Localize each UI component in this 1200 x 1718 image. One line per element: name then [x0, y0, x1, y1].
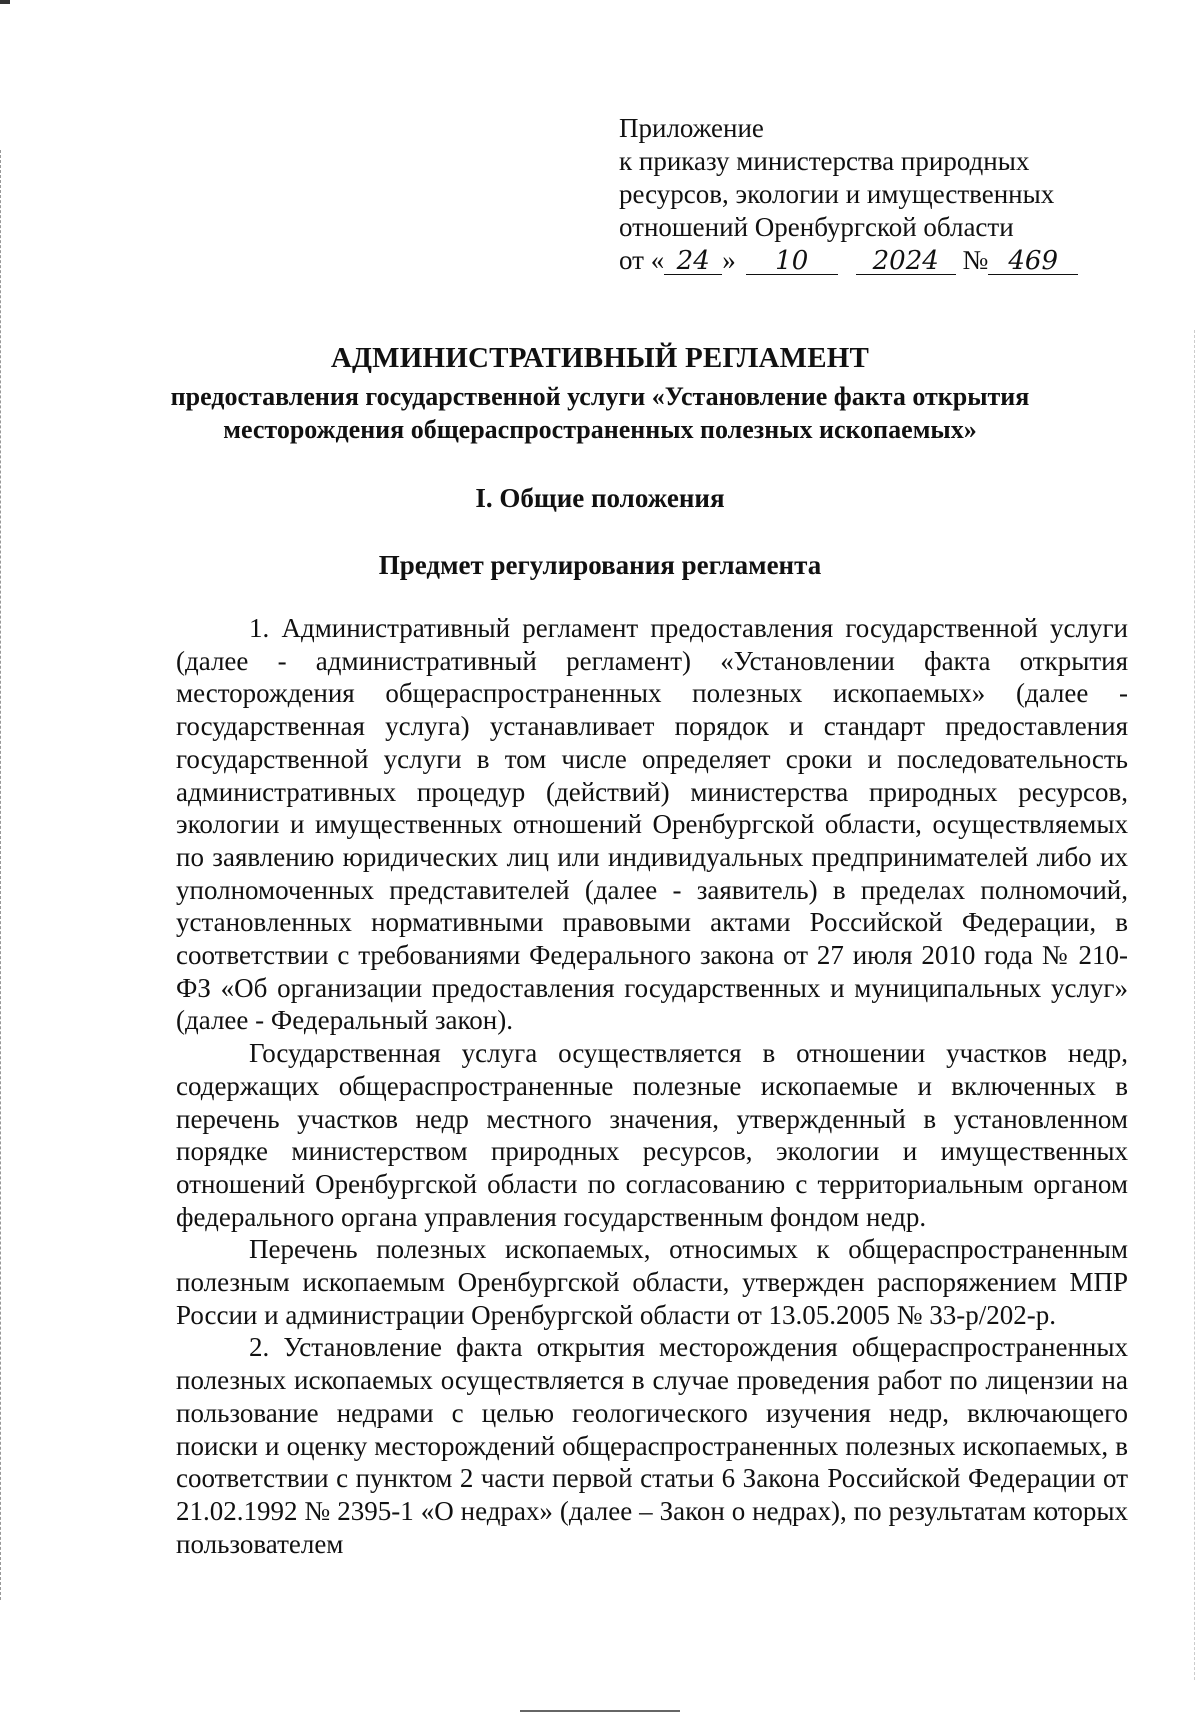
- scan-artifact-bottom: [520, 1710, 680, 1712]
- date-prefix: от «: [619, 245, 665, 275]
- number-label: №: [962, 245, 989, 275]
- paragraph-1: 1. Административный регламент предоставления государственной услуги (далее - административный регламент) «Установлении факта открытия месторождения общераспространенных полезных ископаемых» (далее - государственная услуга) устанавливает порядок и стандарт предоставления государственной услуги в том числе определяет сроки и последовательность административных процедур (действий) министерства природных ресурсов, экологии и имущественных отношений Оренбургской области, осуществляемых по заявлению юридических лиц или индивидуальных предпринимателей либо их уполномоченных представителей (далее - заявитель) в пределах полномочий, установленных нормативными правовыми актами Российской Федерации, в соответствии с требованиями Федерального закона от 27 июля 2010 года № 210-ФЗ «Об организации предоставления государственных и муниципальных услуг» (далее - Федеральный закон).: [176, 613, 1128, 1036]
- date-month-field: [746, 244, 838, 275]
- appendix-line-1: Приложение: [619, 113, 764, 143]
- document-subtitle: [0, 380, 1200, 446]
- body-text: [176, 612, 1128, 1560]
- scan-artifact-top: [0, 0, 10, 4]
- date-year-field: [856, 244, 956, 275]
- scan-edge-right: [1194, 330, 1196, 1680]
- order-number: 469: [1008, 246, 1059, 276]
- appendix-line-4: отношений Оренбургской области: [619, 212, 1014, 242]
- document-title: АДМИНИСТРАТИВНЫЙ РЕГЛАМЕНТ: [330, 342, 870, 374]
- order-number-field: [988, 244, 1078, 275]
- appendix-date-line: [619, 244, 1139, 277]
- sub-heading: Предмет регулирования регламента: [378, 550, 822, 580]
- appendix-block: [619, 112, 1139, 277]
- document-subtitle-line-1: предоставления государственной услуги «Установление факта открытия: [170, 382, 1030, 411]
- date-quote-close: »: [722, 245, 736, 275]
- date-month: 10: [775, 246, 809, 276]
- date-day: 24: [676, 246, 710, 276]
- paragraph-3: Перечень полезных ископаемых, относимых к общераспространенным полезным ископаемым Оренбургской области, утвержден распоряжением МПР России и администрации Оренбургской области от 13.05.2005 № 33-р/202-р.: [176, 1234, 1128, 1330]
- appendix-line-3: ресурсов, экологии и имущественных: [619, 179, 1055, 209]
- document-subtitle-line-2: месторождения общераспространенных полезных ископаемых»: [223, 415, 977, 444]
- date-year: 2024: [872, 246, 939, 276]
- paragraph-4: 2. Установление факта открытия месторождения общераспространенных полезных ископаемых осуществляется в случае проведения работ по лицензии на пользование недрами с целью геологического изучения недр, включающего поиски и оценку месторождений общераспространенных полезных ископаемых, в соответствии с пунктом 2 части первой статьи 6 Закона Российской Федерации от 21.02.1992 № 2395-1 «О недрах» (далее – Закон о недрах), по результатам которых пользователем: [176, 1332, 1128, 1559]
- appendix-line-2: к приказу министерства природных: [619, 146, 1030, 176]
- date-day-field: [664, 244, 722, 275]
- paragraph-2: Государственная услуга осуществляется в отношении участков недр, содержащих общераспространенные полезные ископаемые и включенных в перечень участков недр местного значения, утвержденный в установленном порядке министерством природных ресурсов, экологии и имущественных отношений Оренбургской области по согласованию с территориальным органом федерального органа управления государственным фондом недр.: [176, 1038, 1128, 1232]
- section-heading: I. Общие положения: [475, 483, 725, 513]
